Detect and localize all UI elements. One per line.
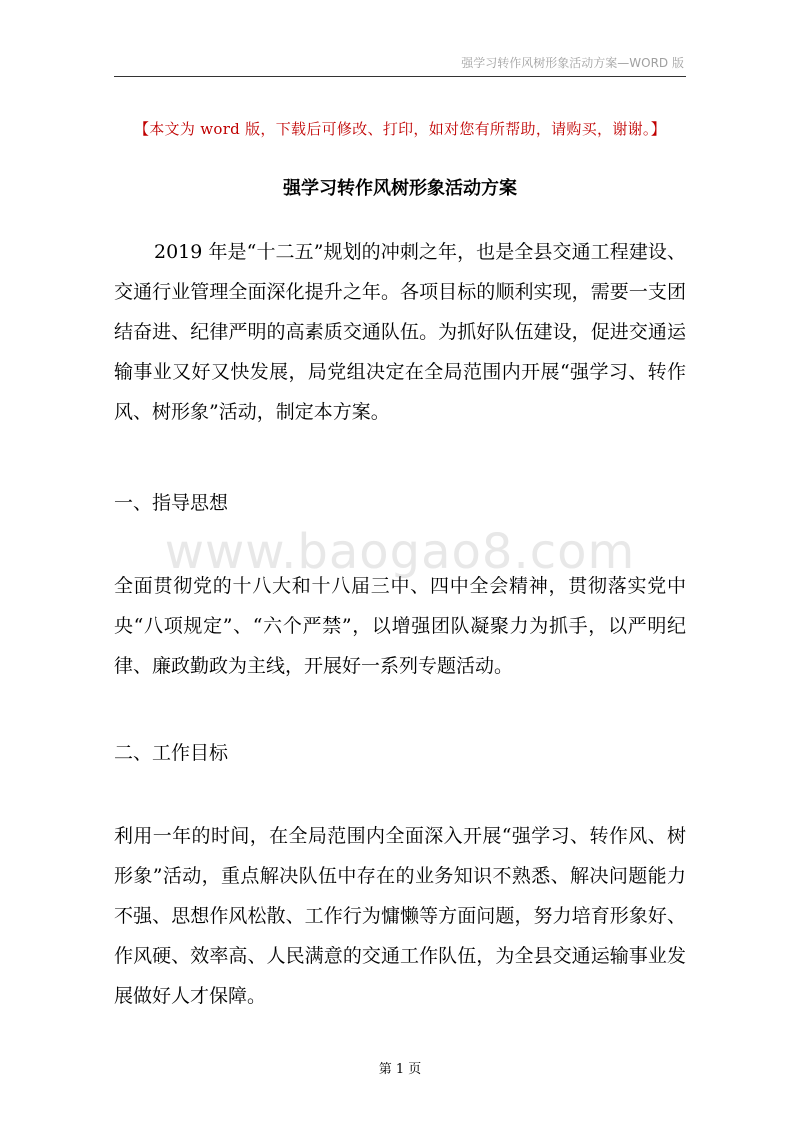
- section2-paragraph: 利用一年的时间，在全局范围内全面深入开展“强学习、转作风、树形象”活动，重点解决队伍中存在的业务知识不熟悉、解决问题能力不强、思想作风松散、工作行为慵懒等方面问题，努力培育形象好、作风硬、效率高、人民满意的交通工作队伍，为全县交通运输事业发展做好人才保障。: [114, 825, 686, 1007]
- section1-paragraph: 全面贯彻党的十八大和十八届三中、四中全会精神，贯彻落实党中央“八项规定”、“六个严禁”，以增强团队凝聚力为抓手，以严明纪律、廉政勤政为主线，开展好一系列专题活动。: [114, 575, 686, 677]
- download-notice: 【本文为 word 版，下载后可修改、打印，如对您有所帮助，请购买，谢谢。】: [133, 120, 667, 138]
- page-number: 第 1 页: [378, 1062, 422, 1077]
- section-heading-guiding-ideology: 一、指导思想: [114, 492, 229, 514]
- running-header: 强学习转作风树形象活动方案—WORD 版: [461, 56, 684, 70]
- header-divider: [114, 76, 686, 77]
- section-heading-work-goals: 二、工作目标: [114, 742, 229, 764]
- intro-paragraph: 2019 年是“十二五”规划的冲刺之年，也是全县交通工程建设、交通行业管理全面深化提升之年。各项目标的顺利实现，需要一支团结奋进、纪律严明的高素质交通队伍。为抓好队伍建设，促进交通运输事业又好又快发展，局党组决定在全局范围内开展“强学习、转作风、树形象”活动，制定本方案。: [114, 241, 686, 423]
- document-title: 强学习转作风树形象活动方案: [283, 178, 517, 199]
- watermark: www.baogao8.com: [164, 524, 636, 580]
